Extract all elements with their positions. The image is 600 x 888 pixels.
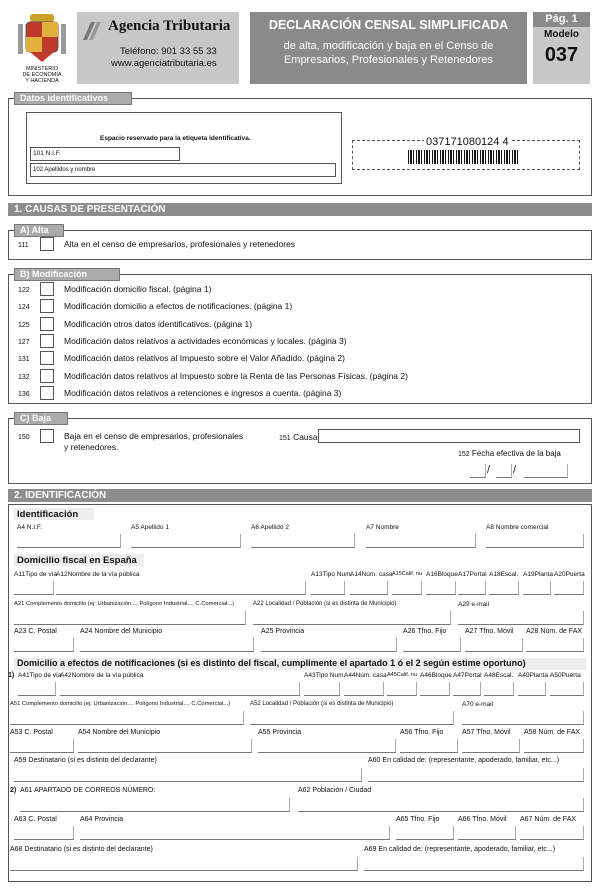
a16-input[interactable]: [426, 581, 456, 595]
a66-tfno-movil-input[interactable]: [458, 826, 516, 840]
a7-nombre-input[interactable]: [366, 534, 476, 548]
causa-input[interactable]: [318, 429, 580, 443]
mod-label-136: Modificación datos relativos a retenciones e ingresos a cuenta. (página 3): [64, 388, 342, 398]
mod-checkbox-131[interactable]: [40, 351, 54, 365]
a56-tfno-fijo-input[interactable]: [400, 739, 458, 753]
a42-input[interactable]: [60, 682, 300, 696]
baja-label-1: Baja en el censo de empresarios, profesionales: [64, 431, 244, 441]
fecha-day-input[interactable]: [470, 464, 486, 478]
barcode-number: 037171080124 4: [426, 136, 509, 148]
a24-municipio-input[interactable]: [80, 638, 254, 652]
agency-web: www.agenciatributaria.es: [111, 58, 217, 69]
a19-input[interactable]: [523, 581, 551, 595]
mod-checkbox-125[interactable]: [40, 317, 54, 331]
mod-label-124: Modificación domicilio a efectos de notificaciones. (página 1): [64, 301, 293, 311]
a69-calidad-input[interactable]: [364, 857, 584, 871]
a64-provincia-input[interactable]: [80, 826, 390, 840]
a50-input[interactable]: [550, 682, 584, 696]
a63-postal-input[interactable]: [14, 826, 74, 840]
a21-input[interactable]: [14, 611, 246, 625]
a27-tfno-movil-input[interactable]: [465, 638, 523, 652]
reserved-space-label: Espacio reservado para la etiqueta identificativa.: [100, 135, 251, 142]
agency-phone: Teléfono: 901 33 55 33: [120, 46, 217, 57]
mod-label-132: Modificación datos relativos al Impuesto sobre la Renta de las Personas Físicas. (página 2): [64, 371, 408, 381]
a13-input[interactable]: [311, 581, 345, 595]
mod-label-127: Modificación datos relativos a actividades económicas y locales. (página 3): [64, 336, 347, 346]
a61-apartado-input[interactable]: [20, 798, 290, 812]
page-number: Pág. 1: [533, 12, 590, 27]
a70-email-input[interactable]: [462, 711, 584, 725]
identificacion-heading: Identificación: [17, 509, 79, 520]
mod-checkbox-127[interactable]: [40, 334, 54, 348]
form-subtitle-1: de alta, modificación y baja en el Censo de: [283, 40, 494, 52]
page-model-panel: [533, 12, 590, 84]
a5-apellido1-input[interactable]: [131, 534, 241, 548]
a12-input[interactable]: [56, 581, 306, 595]
a25-provincia-input[interactable]: [261, 638, 397, 652]
mod-checkbox-122[interactable]: [40, 282, 54, 296]
model-number: 037: [544, 44, 579, 66]
notif-heading: Domicilio a efectos de notificaciones (si es distinto del fiscal, cumplimente el apartado 1 ó el 2 según estime oportuno): [17, 658, 526, 668]
a49-input[interactable]: [518, 682, 546, 696]
fiscal-heading: Domicilio fiscal en España: [17, 555, 137, 566]
agency-name: Agencia Tributaria: [108, 18, 231, 34]
ident-tab: Datos identificativos: [14, 92, 132, 105]
a54-municipio-input[interactable]: [78, 739, 252, 753]
a14-input[interactable]: [350, 581, 388, 595]
a62-poblacion-input[interactable]: [298, 798, 584, 812]
alta-label: Alta en el censo de empresarios, profesionales y retenedores: [64, 239, 296, 249]
a41-input[interactable]: [18, 682, 56, 696]
model-label: Modelo: [544, 29, 579, 40]
a26-tfno-fijo-input[interactable]: [403, 638, 461, 652]
nif-field[interactable]: 101 N.I.F.: [30, 147, 180, 161]
a57-tfno-movil-input[interactable]: [462, 739, 520, 753]
agency-logo-icon: [81, 20, 103, 42]
a43-input[interactable]: [304, 682, 340, 696]
barcode-icon: [408, 150, 518, 164]
a65-tfno-fijo-input[interactable]: [396, 826, 454, 840]
mod-label-125: Modificación otros datos identificativos. (página 1): [64, 319, 253, 329]
a8-nombre-comercial-input[interactable]: [486, 534, 584, 548]
a58-fax-input[interactable]: [524, 739, 584, 753]
a15-input[interactable]: [392, 581, 422, 595]
mod-checkbox-124[interactable]: [40, 299, 54, 313]
a6-apellido2-input[interactable]: [251, 534, 355, 548]
a47-input[interactable]: [453, 682, 481, 696]
a11-input[interactable]: [14, 581, 54, 595]
form-subtitle-2: Empresarios, Profesionales y Retenedores: [283, 54, 494, 66]
a45-input[interactable]: [387, 682, 417, 696]
a67-fax-input[interactable]: [520, 826, 584, 840]
a68-destinatario-input[interactable]: [10, 857, 358, 871]
mod-checkbox-132[interactable]: [40, 369, 54, 383]
a23-postal-input[interactable]: [14, 638, 74, 652]
causa-label: 151 Causa: [279, 432, 318, 442]
a22-input[interactable]: [253, 611, 451, 625]
a4-nif-input[interactable]: [17, 534, 121, 548]
ministry-name: MINISTERIO DE ECONOMÍA Y HACIENDA: [22, 66, 62, 84]
a51-input[interactable]: [10, 711, 244, 725]
a29-email-input[interactable]: [458, 611, 584, 625]
a28-fax-input[interactable]: [526, 638, 584, 652]
alta-checkbox[interactable]: [40, 237, 54, 251]
form-title: DECLARACIÓN CENSAL SIMPLIFICADA: [268, 18, 509, 32]
a53-postal-input[interactable]: [10, 739, 74, 753]
a48-input[interactable]: [484, 682, 514, 696]
section-1-bar: 1. CAUSAS DE PRESENTACIÓN: [8, 203, 592, 216]
mod-label-131: Modificación datos relativos al Impuesto sobre el Valor Añadido. (página 2): [64, 353, 345, 363]
mod-label-122: Modificación domicilio fiscal. (página 1): [64, 284, 212, 294]
baja-tab: C) Baja: [14, 412, 68, 425]
coat-of-arms: [14, 10, 70, 66]
a46-input[interactable]: [420, 682, 450, 696]
baja-checkbox[interactable]: [40, 429, 54, 443]
a20-input[interactable]: [554, 581, 584, 595]
form-title-panel: [250, 12, 527, 84]
a18-input[interactable]: [489, 581, 519, 595]
name-field[interactable]: 102 Apellidos y nombre: [30, 163, 336, 177]
a17-input[interactable]: [458, 581, 486, 595]
a55-provincia-input[interactable]: [258, 739, 396, 753]
fecha-year-input[interactable]: [524, 464, 568, 478]
alta-tab: A) Alta: [14, 224, 64, 237]
fecha-month-input[interactable]: [496, 464, 512, 478]
a44-input[interactable]: [344, 682, 384, 696]
section-2-bar: 2. IDENTIFICACIÓN: [8, 489, 592, 502]
a59-destinatario-input[interactable]: [14, 768, 362, 782]
mod-tab: B) Modificación: [14, 268, 120, 281]
mod-checkbox-136[interactable]: [40, 386, 54, 400]
baja-label-2: y retenedores.: [64, 442, 119, 452]
a52-input[interactable]: [250, 711, 454, 725]
a60-calidad-input[interactable]: [368, 768, 584, 782]
fecha-label: 152 Fecha efectiva de la baja: [458, 449, 561, 458]
